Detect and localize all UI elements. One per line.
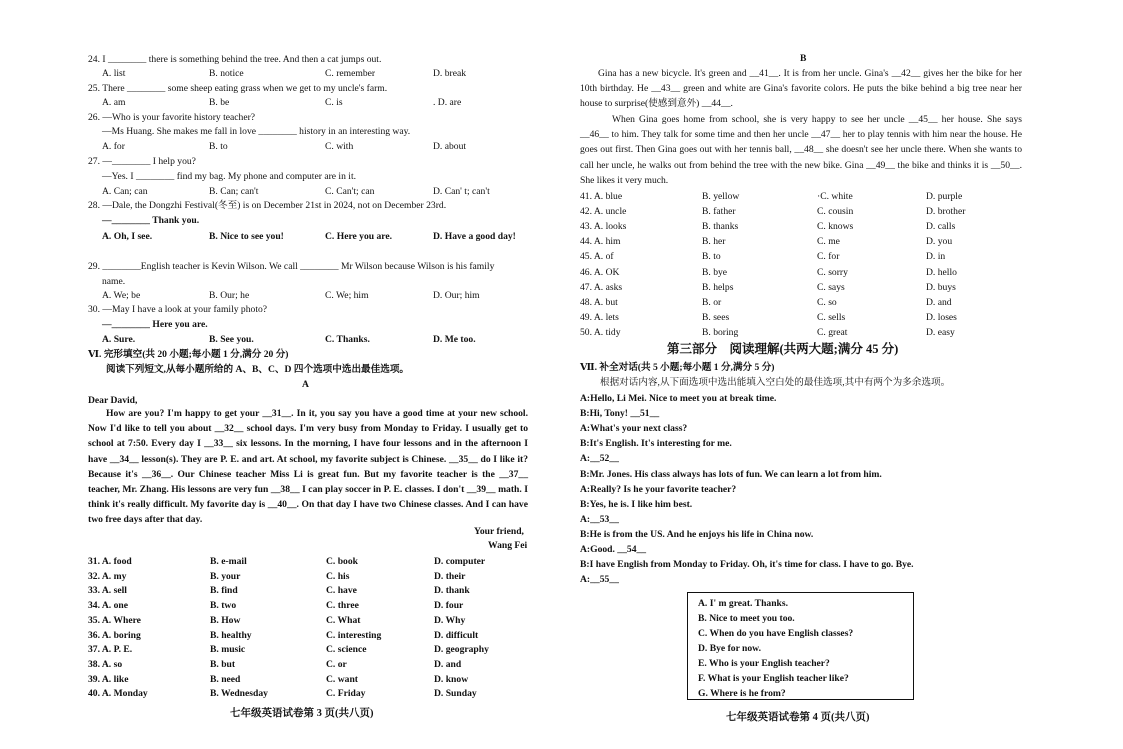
- question-stem: 24. I ________ there is something behind the tree. And then a cat jumps out.: [88, 54, 382, 65]
- dialogue-line: B:Mr. Jones. His class always has lots of fun. We can learn a lot from him.: [580, 468, 882, 480]
- answer-option: B. be: [209, 97, 230, 108]
- page-footer-4: 七年级英语试卷第 4 页(共八页): [726, 712, 870, 723]
- cloze-option: D. Sunday: [434, 688, 477, 700]
- cloze-option: 47. A. asks: [580, 281, 623, 293]
- cloze-option: D. you: [926, 236, 953, 248]
- cloze-option: C. knows: [817, 221, 854, 233]
- cloze-option: D. Why: [434, 614, 466, 626]
- answer-option: D. about: [433, 141, 467, 152]
- question-stem-line2: —________ Thank you.: [102, 215, 200, 226]
- answer-option: D. Have a good day!: [433, 231, 516, 242]
- answer-option: C. Here you are.: [325, 231, 393, 242]
- cloze-option: 40. A. Monday: [88, 688, 148, 700]
- cloze-option: 35. A. Where: [88, 614, 141, 626]
- cloze-option: C. cousin: [817, 206, 854, 218]
- choice-option: D. Bye for now.: [698, 643, 761, 654]
- dialogue-section-title: Ⅶ. 补全对话(共 5 小题;每小题 1 分,满分 5 分): [580, 362, 775, 373]
- passage-b-para1: Gina has a new bicycle. It's green and __41__. It is from her uncle. Gina's __42__ gives her the bike for her 10th birthday. He __43__ green and white are Gina's favorite colors. He puts the bike behind a big tree near her house to surprise(使感到意外) __44__.: [580, 68, 1022, 110]
- part3-title: 第三部分 阅读理解(共两大题;满分 45 分): [667, 342, 899, 356]
- cloze-option: 34. A. one: [88, 600, 128, 612]
- cloze-option: D. purple: [926, 191, 963, 202]
- cloze-option: D. geography: [434, 644, 489, 656]
- cloze-option: 32. A. my: [88, 570, 127, 582]
- choice-option: F. What is your English teacher like?: [698, 673, 849, 684]
- passage-b-para2: When Gina goes home from school, she is very happy to see her uncle __45__ her house. She says __46__ to him. They talk for some time and then her uncle __47__ her to play tennis with him near the house. He goes out first. Then Gina goes out with her tennis ball, __48__ she doesn't see her uncle there. When she wants to call her uncle, he walks out from behind the tree with the new bike. Gina __49__ the bike and thinks it is __50__. She likes it very much.: [580, 114, 1022, 186]
- answer-option: C. with: [325, 141, 354, 152]
- answer-option: C. Can't; can: [325, 186, 375, 197]
- cloze-option: 39. A. like: [88, 673, 129, 685]
- cloze-option: B. music: [210, 644, 246, 656]
- cloze-option: C. for: [817, 251, 840, 263]
- cloze-option: B. Wednesday: [210, 688, 268, 700]
- cloze-option: B. her: [702, 236, 726, 248]
- cloze-option: C. have: [326, 585, 357, 597]
- answer-option: D. Can' t; can't: [433, 186, 490, 197]
- cloze-option: C. sells: [817, 311, 846, 323]
- dialogue-line: A:__52__: [580, 453, 619, 465]
- cloze-option: B. boring: [702, 326, 739, 338]
- cloze-option: C. Friday: [326, 688, 366, 700]
- cloze-option: C. great: [817, 326, 848, 338]
- cloze-option: 38. A. so: [88, 658, 123, 670]
- dialogue-instructions: 根据对话内容,从下面选项中选出能填入空白处的最佳选项,其中有两个为多余选项。: [600, 377, 951, 388]
- cloze-option: C. so: [817, 296, 837, 308]
- page-footer-3: 七年级英语试卷第 3 页(共八页): [230, 708, 374, 719]
- choice-option: B. Nice to meet you too.: [698, 613, 795, 624]
- cloze-option: C. want: [326, 673, 358, 685]
- dialogue-line: B:He is from the US. And he enjoys his life in China now.: [580, 528, 814, 540]
- question-stem: 29. ________English teacher is Kevin Wilson. We call ________ Mr Wilson because Wilson is his family: [88, 261, 495, 272]
- cloze-option: C. science: [326, 644, 367, 656]
- answer-option: C. remember: [325, 68, 376, 79]
- cloze-option: B. thanks: [702, 221, 739, 233]
- cloze-option: B. find: [210, 585, 238, 597]
- cloze-option: D. computer: [434, 556, 486, 567]
- cloze-option: B. your: [210, 570, 241, 582]
- answer-option: B. notice: [209, 68, 244, 79]
- answer-option: A. Oh, I see.: [102, 231, 153, 242]
- question-stem: 26. —Who is your favorite history teacher?: [88, 112, 256, 123]
- cloze-option: B. sees: [702, 311, 730, 323]
- letter-greeting: Dear David,: [88, 395, 138, 406]
- answer-option: D. Our; him: [433, 290, 480, 301]
- dialogue-line: B:It's English. It's interesting for me.: [580, 438, 732, 450]
- cloze-option: D. and: [434, 658, 462, 670]
- cloze-option: C. What: [326, 614, 361, 626]
- answer-option: A. am: [102, 97, 126, 108]
- question-stem-line2: name.: [102, 276, 126, 287]
- cloze-option: 45. A. of: [580, 251, 614, 263]
- question-stem-line2: —Ms Huang. She makes me fall in love ________ history in an interesting way.: [102, 126, 411, 137]
- cloze-option: 48. A. but: [580, 296, 618, 308]
- answer-option: A. Can; can: [102, 186, 148, 197]
- cloze-option: 33. A. sell: [88, 585, 127, 597]
- answer-option: C. is: [325, 97, 343, 108]
- answer-option: . D. are: [433, 97, 462, 108]
- cloze-option: D. difficult: [434, 629, 479, 641]
- answer-option: A. list: [102, 68, 126, 79]
- letter-signature: Wang Fei: [488, 540, 528, 551]
- dialogue-line: B:Yes, he is. I like him best.: [580, 498, 693, 510]
- cloze-option: 49. A. lets: [580, 311, 619, 323]
- cloze-option: C. me: [817, 236, 840, 248]
- question-stem: 27. —________ I help you?: [88, 156, 196, 167]
- choice-option: C. When do you have English classes?: [698, 628, 854, 639]
- question-stem: 30. —May I have a look at your family photo?: [88, 304, 268, 315]
- answer-option: A. We; be: [102, 290, 141, 301]
- dialogue-line: A:Good. __54__: [580, 544, 647, 555]
- passage-b-label: B: [800, 53, 807, 64]
- cloze-option: D. loses: [926, 311, 957, 323]
- answer-option: C. We; him: [325, 290, 369, 301]
- cloze-option: C. interesting: [326, 629, 382, 641]
- choice-box: [687, 592, 914, 700]
- cloze-option: 42. A. uncle: [580, 206, 627, 218]
- cloze-option: B. but: [210, 658, 236, 670]
- choice-option: E. Who is your English teacher?: [698, 658, 830, 669]
- cloze-option: C. three: [326, 600, 359, 612]
- answer-option: D. Me too.: [433, 334, 476, 345]
- cloze-option: D. and: [926, 296, 952, 308]
- letter-body: How are you? I'm happy to get your __31__. In it, you say you have a good time at your new school. Now I'd like to tell you about __32__ school days. I'm very busy from Monday to Friday. I usually get to school at 7:50. Every day I __33__ six lessons. In the morning, I have four lessons and in the afternoon I have __34__ lesson(s). They are P. E. and art. At school, my favorite subject is Chinese. __35__ do I like it? Because it's __36__. Our Chinese teacher Miss Li is great fun. But my favorite teacher is the __37__ teacher, Mr. Zhang. His lessons are very fun __38__ I can play soccer in P. E. classes. I don't __39__ math. I think it's really difficult. My favorite day is __40__. On that day I have two Chinese classes. And I can have two free days after that day.: [88, 408, 528, 526]
- cloze-option: C. his: [326, 570, 350, 582]
- question-stem-line2: —________ Here you are.: [102, 319, 208, 330]
- answer-option: B. Our; he: [209, 290, 250, 301]
- cloze-option: B. father: [702, 206, 736, 218]
- answer-option: D. break: [433, 68, 467, 79]
- right-page: [561, 0, 1123, 749]
- cloze-option: 46. A. OK: [580, 266, 620, 278]
- dialogue-line: B:I have English from Monday to Friday. Oh, it's time for class. I have to go. Bye.: [580, 559, 914, 571]
- cloze-option: D. brother: [926, 206, 966, 218]
- cloze-option: C. or: [326, 658, 347, 670]
- cloze-option: B. healthy: [210, 629, 252, 641]
- cloze-option: 44. A. him: [580, 236, 621, 248]
- dialogue-line: A:Hello, Li Mei. Nice to meet you at break time.: [580, 393, 777, 404]
- cloze-section-title: Ⅵ. 完形填空(共 20 小题;每小题 1 分,满分 20 分): [88, 349, 289, 360]
- question-stem-line2: —Yes. I ________ find my bag. My phone and computer are in it.: [102, 171, 357, 182]
- cloze-option: D. their: [434, 570, 466, 582]
- answer-option: B. to: [209, 141, 228, 152]
- dialogue-line: A:Really? Is he your favorite teacher?: [580, 483, 737, 495]
- cloze-option: D. in: [926, 251, 946, 263]
- letter-closing: Your friend,: [474, 526, 524, 537]
- cloze-option: B. helps: [702, 281, 734, 293]
- cloze-option: 37. A. P. E.: [88, 644, 133, 656]
- cloze-instructions: 阅读下列短文,从每小题所给的 A、B、C、D 四个选项中选出最佳选项。: [106, 364, 410, 375]
- dialogue-line: A:__53__: [580, 513, 619, 525]
- answer-option: A. Sure.: [102, 334, 136, 345]
- question-stem: 28. —Dale, the Dongzhi Festival(冬至) is on December 21st in 2024, not on December 23rd.: [88, 200, 447, 211]
- answer-option: A. for: [102, 141, 125, 152]
- cloze-option: B. to: [702, 251, 721, 263]
- cloze-option: C. says: [817, 281, 845, 293]
- dialogue-line: B:Hi, Tony! __51__: [580, 408, 660, 420]
- cloze-option: 50. A. tidy: [580, 326, 621, 338]
- answer-option: C. Thanks.: [325, 334, 370, 345]
- cloze-option: D. buys: [926, 281, 956, 293]
- cloze-option: C. sorry: [817, 266, 848, 278]
- answer-option: B. See you.: [209, 334, 254, 345]
- choice-option: A. I' m great. Thanks.: [698, 598, 789, 609]
- question-stem: 25. There ________ some sheep eating grass when we get to my uncle's farm.: [88, 83, 388, 94]
- cloze-option: 36. A. boring: [88, 629, 141, 641]
- cloze-option: B. need: [210, 673, 241, 685]
- dialogue-line: A:__55__: [580, 574, 619, 586]
- cloze-option: D. calls: [926, 221, 956, 233]
- cloze-option: D. hello: [926, 266, 957, 278]
- cloze-option: 41. A. blue: [580, 191, 623, 202]
- cloze-option: B. two: [210, 600, 237, 612]
- cloze-option: 43. A. looks: [580, 221, 627, 233]
- cloze-option: ·C. white: [817, 191, 853, 202]
- cloze-option: D. four: [434, 600, 464, 612]
- cloze-option: B. yellow: [702, 191, 740, 202]
- dialogue-line: A:What's your next class?: [580, 423, 688, 435]
- cloze-option: B. How: [210, 614, 241, 626]
- answer-option: B. Can; can't: [209, 186, 259, 197]
- cloze-option: D. easy: [926, 326, 955, 338]
- cloze-option: C. book: [326, 556, 358, 567]
- left-page: [0, 0, 561, 749]
- choice-option: G. Where is he from?: [698, 688, 786, 699]
- cloze-option: B. or: [702, 296, 722, 308]
- cloze-option: D. know: [434, 673, 469, 685]
- cloze-option: 31. A. food: [88, 556, 132, 567]
- cloze-option: B. e-mail: [210, 556, 247, 567]
- cloze-option: D. thank: [434, 585, 470, 597]
- passage-a-label: A: [302, 379, 309, 390]
- answer-option: B. Nice to see you!: [209, 231, 284, 242]
- cloze-option: B. bye: [702, 266, 728, 278]
